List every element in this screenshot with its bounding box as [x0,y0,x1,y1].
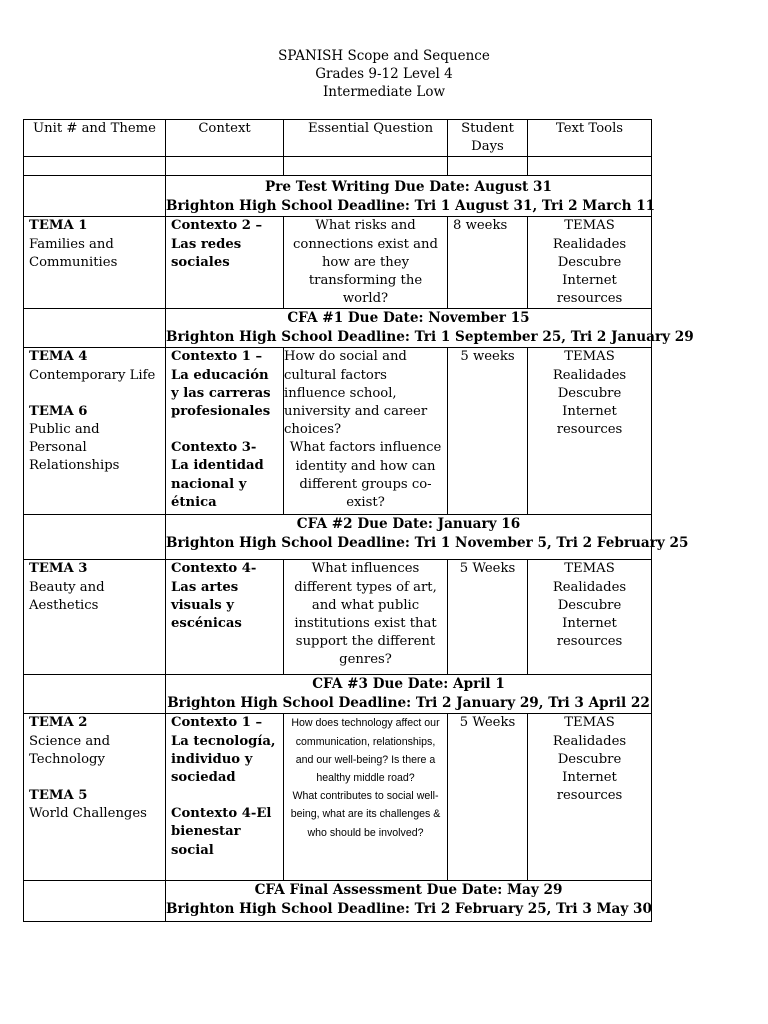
context-label: Contexto 1 –La tecnología, individuo y sociedad [171,715,276,786]
deadline-due-date: Pre Test Writing Due Date: August 31 [265,179,552,196]
essential-question [284,714,448,881]
deadline-school: Brighton High School Deadline: Tri 2 February 25, Tri 3 May 30 [166,900,652,917]
tema-label: TEMA 2 [29,715,88,731]
tool-item: resources [556,634,623,650]
deadline-row [24,515,652,560]
student-days: 5 Weeks [448,714,528,881]
deadline-due-date: CFA #2 Due Date: January 16 [296,516,521,533]
tema-label: TEMA 5 [29,788,88,804]
title-line-1: SPANISH Scope and Sequence [278,48,490,64]
unit-cell [24,348,166,515]
essential-question: What risks and connections exist and how are they transforming the world? [284,217,448,309]
deadline-school: Brighton High School Deadline: Tri 1 August 31, Tri 2 March 11 [166,197,656,214]
tool-item: resources [556,788,623,804]
tool-item: Realidades [552,236,627,252]
deadline-row [24,309,652,348]
deadline-row [24,881,652,922]
blank-cell [448,157,528,176]
table-header-row [24,120,652,157]
tool-item: resources [556,422,623,438]
tool-item: Descubre [557,385,622,401]
blank-cell [284,157,448,176]
theme-label: Families and Communities [29,236,118,270]
header-question: Essential Question [284,120,448,157]
tema-label: TEMA 6 [29,403,88,419]
header-days: Student Days [448,120,528,157]
student-days: 5 weeks [448,348,528,515]
deadline-cell [166,881,652,922]
tool-item: Realidades [552,367,627,383]
tool-item: Internet [562,770,617,786]
deadline-due-date: CFA #3 Due Date: April 1 [312,676,505,693]
blank-cell [24,881,166,922]
deadline-row [24,675,652,714]
deadline-cell [166,515,689,560]
theme-label: World Challenges [29,806,147,822]
scope-sequence-table [23,119,694,922]
text-tools [528,217,652,309]
tool-item: TEMAS [564,715,615,731]
context-cell [166,348,284,515]
text-tools [528,714,652,881]
deadline-cell [166,309,694,348]
theme-label: Contemporary Life [29,367,156,383]
unit-cell [24,217,166,309]
unit-cell [24,714,166,881]
tema-label: TEMA 1 [29,218,88,234]
deadline-cell [166,675,652,714]
context-cell: Contexto 2 – Las redes sociales [166,217,284,309]
tool-item: Descubre [557,597,622,613]
header-context: Context [166,120,284,157]
blank-cell [166,157,284,176]
theme-label: Science and Technology [29,733,111,767]
table-row [24,714,652,881]
question-text: How does technology affect our communication, relationships, and our well-being? Is there a healthy middle road? [291,717,440,785]
tool-item: TEMAS [564,561,615,577]
blank-cell [24,157,166,176]
tema-label: TEMA 4 [29,349,88,365]
deadline-due-date: CFA #1 Due Date: November 15 [287,310,530,327]
tool-item: resources [556,291,623,307]
essential-question: What influences different types of art, and what public institutions exist that support the different genres? [284,560,448,675]
student-days: 8 weeks [448,217,528,309]
unit-cell [24,560,166,675]
tool-item: TEMAS [564,349,615,365]
question-text: What factors influence identity and how can different groups co-exist? [289,440,442,511]
tool-item: Internet [562,616,617,632]
tool-item: TEMAS [564,218,615,234]
tool-item: Realidades [552,733,627,749]
deadline-school: Brighton High School Deadline: Tri 2 January 29, Tri 3 April 22 [167,694,650,711]
blank-cell [528,157,652,176]
context-cell [166,714,284,881]
deadline-row [24,176,652,217]
text-tools [528,560,652,675]
blank-row [24,157,652,176]
title-line-2: Grades 9-12 Level 4 [315,66,453,82]
blank-cell [24,176,166,217]
document-title [0,47,768,101]
deadline-school: Brighton High School Deadline: Tri 1 November 5, Tri 2 February 25 [166,534,689,551]
header-unit: Unit # and Theme [24,120,166,157]
tema-label: TEMA 3 [29,561,88,577]
table-row [24,348,652,515]
text-tools [528,348,652,515]
theme-label: Beauty and Aesthetics [29,579,105,613]
tool-item: Descubre [557,751,622,767]
title-line-3: Intermediate Low [322,84,446,100]
tool-item: Internet [562,273,617,289]
deadline-due-date: CFA Final Assessment Due Date: May 29 [254,882,563,899]
blank-cell [24,515,166,560]
deadline-cell [166,176,656,217]
essential-question [284,348,448,515]
tool-item: Internet [562,404,617,420]
context-cell: Contexto 4- Las artes visuals y escénicas [166,560,284,675]
question-text: How do social and cultural factors influence school, university and career choices? [284,349,428,438]
theme-label: Public and Personal Relationships [29,422,120,474]
tool-item: Descubre [557,254,622,270]
context-label: Contexto 4-El bienestar social [171,806,272,858]
blank-cell [24,675,166,714]
blank-cell [24,309,166,348]
student-days: 5 Weeks [448,560,528,675]
context-label: Contexto 1 – La educación y las carreras profesionales [171,349,271,420]
context-label: Contexto 3- La identidad nacional y étnica [171,440,264,510]
tool-item: Realidades [552,579,627,595]
deadline-school: Brighton High School Deadline: Tri 1 September 25, Tri 2 January 29 [166,328,694,345]
table-row [24,217,652,309]
question-text: What contributes to social well-being, what are its challenges & who should be involved? [290,790,441,839]
table-row [24,560,652,675]
header-tools: Text Tools [528,120,652,157]
